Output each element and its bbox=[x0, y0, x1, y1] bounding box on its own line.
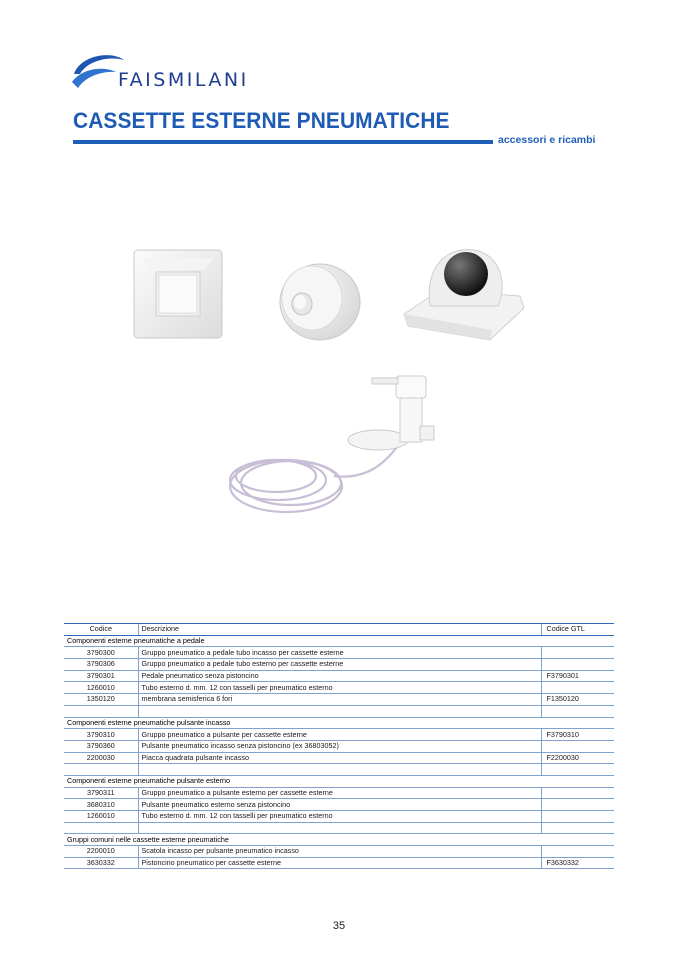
gtl-code-cell bbox=[541, 659, 614, 671]
part-code-cell: 3790300 bbox=[64, 647, 138, 659]
gtl-code-cell bbox=[541, 682, 614, 694]
table-row bbox=[64, 682, 614, 694]
spacer-row bbox=[64, 822, 614, 834]
table-row bbox=[64, 694, 614, 706]
description-cell: Gruppo pneumatico a pulsante per cassette esterne bbox=[138, 729, 541, 741]
part-code-cell: 3790310 bbox=[64, 729, 138, 741]
gtl-code-cell: F3790310 bbox=[541, 729, 614, 741]
empty-cell bbox=[64, 764, 138, 776]
parts-table bbox=[64, 623, 614, 869]
part-code-cell: 3790301 bbox=[64, 670, 138, 682]
table-row bbox=[64, 647, 614, 659]
part-code-cell: 2200030 bbox=[64, 752, 138, 764]
empty-cell bbox=[541, 705, 614, 717]
pedal-membrane-image bbox=[400, 244, 528, 344]
description-cell: Gruppo pneumatico a pedale tubo incasso per cassette esterne bbox=[138, 647, 541, 659]
empty-cell bbox=[64, 822, 138, 834]
section-title: Componenti esterne pneumatiche a pedale bbox=[64, 635, 614, 647]
part-code-cell: 3680310 bbox=[64, 799, 138, 811]
section-title: Componenti esterne pneumatiche pulsante esterno bbox=[64, 775, 614, 787]
empty-cell bbox=[138, 705, 541, 717]
part-code-cell: 3790360 bbox=[64, 740, 138, 752]
empty-cell bbox=[138, 822, 541, 834]
table-header-row bbox=[64, 624, 614, 636]
table-row bbox=[64, 752, 614, 764]
section-row bbox=[64, 635, 614, 647]
gtl-code-cell: F2200030 bbox=[541, 752, 614, 764]
description-cell: Pistoncino pneumatico per cassette esterne bbox=[138, 857, 541, 869]
table-row bbox=[64, 846, 614, 858]
part-code-cell: 1350120 bbox=[64, 694, 138, 706]
page-number: 35 bbox=[332, 920, 346, 932]
spacer-row bbox=[64, 705, 614, 717]
description-cell: Tubo esterno d. mm. 12 con tasselli per pneumatico esterno bbox=[138, 682, 541, 694]
table-row bbox=[64, 787, 614, 799]
description-cell: Piacca quadrata pulsante incasso bbox=[138, 752, 541, 764]
title-underline bbox=[73, 140, 493, 144]
square-plate-image bbox=[132, 248, 226, 340]
table-row bbox=[64, 670, 614, 682]
empty-cell bbox=[541, 764, 614, 776]
table-row bbox=[64, 740, 614, 752]
column-header-description: Descrizione bbox=[138, 624, 541, 636]
empty-cell bbox=[138, 764, 541, 776]
description-cell: Gruppo pneumatico a pedale tubo esterno per cassette esterne bbox=[138, 659, 541, 671]
section-title: Gruppi comuni nelle cassette esterne pneumatiche bbox=[64, 834, 614, 846]
table-row bbox=[64, 857, 614, 869]
part-code-cell: 2200010 bbox=[64, 846, 138, 858]
empty-cell bbox=[541, 822, 614, 834]
gtl-code-cell: F1350120 bbox=[541, 694, 614, 706]
table-row bbox=[64, 811, 614, 823]
section-title: Componenti esterne pneumatiche pulsante incasso bbox=[64, 717, 614, 729]
gtl-code-cell bbox=[541, 811, 614, 823]
description-cell: Pedale pneumatico senza pistoncino bbox=[138, 670, 541, 682]
table-row bbox=[64, 659, 614, 671]
gtl-code-cell bbox=[541, 740, 614, 752]
description-cell: Tubo esterno d. mm. 12 con tasselli per pneumatico esterno bbox=[138, 811, 541, 823]
gtl-code-cell bbox=[541, 647, 614, 659]
table-row bbox=[64, 799, 614, 811]
gtl-code-cell bbox=[541, 787, 614, 799]
section-row bbox=[64, 717, 614, 729]
part-code-cell: 1260010 bbox=[64, 811, 138, 823]
round-button-image bbox=[276, 258, 362, 342]
column-header-code: Codice bbox=[64, 624, 138, 636]
description-cell: Scatola incasso per pulsante pneumatico incasso bbox=[138, 846, 541, 858]
brand-name: FAISMILANI bbox=[118, 69, 249, 91]
part-code-cell: 3630332 bbox=[64, 857, 138, 869]
table-row bbox=[64, 729, 614, 741]
pneumatic-tube-image bbox=[216, 368, 436, 528]
description-cell: Pulsante pneumatico esterno senza pistoncino bbox=[138, 799, 541, 811]
empty-cell bbox=[64, 705, 138, 717]
gtl-code-cell bbox=[541, 799, 614, 811]
section-row bbox=[64, 775, 614, 787]
gtl-code-cell bbox=[541, 846, 614, 858]
part-code-cell: 3790306 bbox=[64, 659, 138, 671]
part-code-cell: 3790311 bbox=[64, 787, 138, 799]
page-subtitle: accessori e ricambi bbox=[498, 134, 596, 146]
table-body bbox=[64, 635, 614, 869]
description-cell: membrana semisferica 6 fori bbox=[138, 694, 541, 706]
column-header-gtl: Codice GTL bbox=[541, 624, 614, 636]
gtl-code-cell: F3790301 bbox=[541, 670, 614, 682]
description-cell: Gruppo pneumatico a pulsante esterno per cassette esterne bbox=[138, 787, 541, 799]
spacer-row bbox=[64, 764, 614, 776]
gtl-code-cell: F3630332 bbox=[541, 857, 614, 869]
part-code-cell: 1260010 bbox=[64, 682, 138, 694]
page-title: CASSETTE ESTERNE PNEUMATICHE bbox=[73, 108, 450, 133]
brand-logo bbox=[70, 52, 270, 94]
description-cell: Pulsante pneumatico incasso senza pistoncino (ex 36803052) bbox=[138, 740, 541, 752]
section-row bbox=[64, 834, 614, 846]
